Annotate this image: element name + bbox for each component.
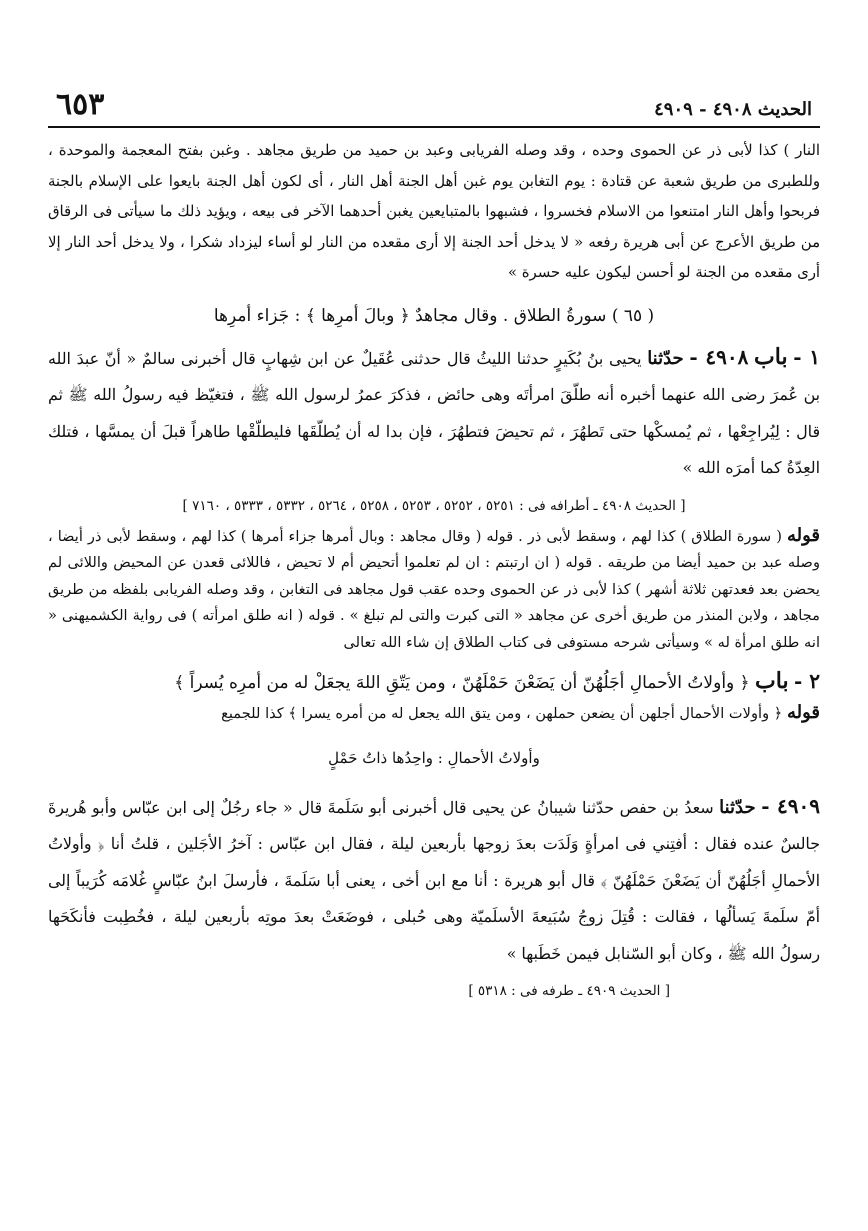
hadith-4908-number: ٤٩٠٨ - [689, 344, 749, 369]
running-head: الحديث ٤٩٠٨ - ٤٩٠٩ [654, 99, 812, 120]
header-rule [48, 126, 820, 128]
hadith-4908-text: يحيى بنُ بُكَيرٍ حدثنا الليثُ قال حدثنى عُقَيلٌ عن ابن شِهابٍ قال أخبرنى سالمٌ « أنّ عبدَ الله بن عُمرَ رضى الله عنهما أخبره أنه طلّقَ امرأتَه وهى حائض ، فذكرَ عمرُ لرسول الله ﷺ ، فتغيّظ فيه رسولُ الله ﷺ ثم قال : لِيُراجِعْها ، ثم يُمسكْها حتى تَطهُرَ ، ثم تحيضَ فتطهُرَ ، فإن بدا له أن يُطلّقَها فليطلّقْها طاهراً قبلَ أن يمسَّها ، فتلك العِدّةُ كما أمرَه الله » [48, 348, 820, 478]
intro-paragraph: النار ) كذا لأبى ذر عن الحموى وحده ، وقد وصله الفريابى وعبد بن حميد من طريق مجاهد . وغبن بفتح المعجمة والموحدة ، وللطبرى من طريق شعبة عن قتادة : يوم التغابن يوم غبن أهل الجنة أهل النار ، أى لكون أهل الجنة بايعوا على الإسلام بالجنة فربحوا وأهل النار امتنعوا من الاسلام فخسروا ، فشبهوا بالمتبايعين يغبن أحدهما الآخر فى بيعه ، ويؤيد ذلك ما سيأتى فى الرقاق من طريق الأعرج عن أبى هريرة رفعه « لا يدخل أحد الجنة إلا أرى مقعده من النار لو أساء ليزداد شكرا ، ولا يدخل أحد النار إلا أرى مقعده من الجنة لو أحسن ليكون عليه حسرة » [48, 142, 820, 282]
bab-2-title: ﴿ وأولاتُ الأحمالِ أجَلُهُنّ أن يَضَعْنَ حَمْلَهُنّ ، ومن يَتّقِ اللهَ يجعَلْ له من أمرِه يُسراً ﴾ [174, 673, 750, 694]
hadith-4908-reference: [ الحديث ٤٩٠٨ ـ أطرافه فى : ٥٢٥١ ، ٥٢٥٢ ، ٥٢٥٣ ، ٥٢٥٨ ، ٥٢٦٤ ، ٥٣٣٢ ، ٥٣٣٣ ، ٧١٦٠ ] [182, 497, 686, 514]
bab-1-number: ١ - [793, 344, 820, 369]
hadith-4909 [48, 788, 820, 973]
bab-2-commentary-text: ﴿ وأولات الأحمال أجلهن أن يضعن حملهن ، ومن يتق الله يجعل له من أمره يسرا ﴾ كذا للجميع [221, 705, 783, 723]
bab-2-heading [48, 664, 820, 700]
commentary-text: ( سورة الطلاق ) كذا لهم ، وسقط لأبى ذر . قوله ( وقال مجاهد : وبال أمرها جزاء أمرها ) كذا لهم ، وسقط لأبى ذر أيضا ، وصله عبد بن حميد أيضا من طريقه . قوله ( ان ارتبتم : ان لم تعلموا أتحيض أم لا تحيض ، فاللائى قعدن عن المحيض واللائى لم يحضن بعد فعدتهن ثلاثة أشهر ) كذا لأبى ذر عن الحموى وحده عقب قول مجاهد فى التغابن ، وقد وصله الفريابى بلفظه من طريق مجاهد ، ولابن المنذر من طريق أخرى عن مجاهد « التى كبرت والتى لم تبلغ » . قوله ( انه طلق امرأته ) فى رواية الكشميهنى « انه طلق امرأة له » وسيأتى شرحه مستوفى فى كتاب الطلاق إن شاء الله تعالى [48, 527, 820, 651]
haddathana-word-2: حدّثنا [719, 796, 756, 818]
bab-2-commentary [48, 700, 820, 728]
haddathana-word: حدّثنا [647, 347, 684, 369]
bab-2-note: وأولاتُ الأحمالِ : واحِدُها ذاتُ حَمْلٍ [328, 748, 540, 767]
hadith-4909-number: ٤٩٠٩ - [761, 793, 820, 818]
page-header [48, 88, 820, 120]
bab-1-hadith [48, 339, 820, 487]
page-body [48, 136, 820, 1002]
bab-2-label: باب [755, 668, 789, 695]
qawluhu-word: قوله [786, 524, 820, 546]
hadith-4909-reference: [ الحديث ٤٩٠٩ ـ طرفه فى : ٥٣١٨ ] [468, 983, 670, 1000]
qawluhu-word-2: قوله [786, 702, 820, 724]
commentary-paragraph [48, 523, 820, 657]
surah-heading: ( ٦٥ ) سورةُ الطلاق . وقال مجاهدٌ ﴿ وبالَ أمرِها ﴾ : جَزاء أمرِها [213, 305, 655, 326]
bab-2-number: ٢ - [793, 669, 820, 694]
page-number: ٦٥٣ [56, 87, 105, 122]
bab-1-label: باب [754, 343, 788, 370]
hadith-4909-text: سعدُ بن حفص حدّثنا شيبانُ عن يحيى قال أخبرنى أبو سَلَمةَ قال « جاء رجُلٌ إلى ابن عبّاس وأبو هُريرةَ جالسٌ عنده فقال : أفتِني فى امرأةٍ وَلَدَت بعدَ زوجها بأربعين ليلة ، فقال ابن عبّاس : آخرُ الأجَلين ، قلتُ أنا ﴿ وأولاتُ الأحمالِ أجَلُهُنّ أن يَضَعْنَ حَمْلَهُنّ ﴾ قال أبو هريرة : أنا مع ابن أخى ، يعنى أبا سَلَمةَ ، فأرسلَ ابنُ عبّاسٍ غُلامَه كُرَيباً إلى أمّ سلَمةَ يَسألُها ، فقالت : قُتِلَ زوجُ سُبَيعةَ الأسلَميّة وهى حُبلى ، فوضَعَتْ بعدَ موتِه بأربعين ليلة ، فخُطِبت فأنكَحَها رسولُ الله ﷺ ، وكان أبو السّنابل فيمن خَطَبها » [48, 797, 820, 963]
